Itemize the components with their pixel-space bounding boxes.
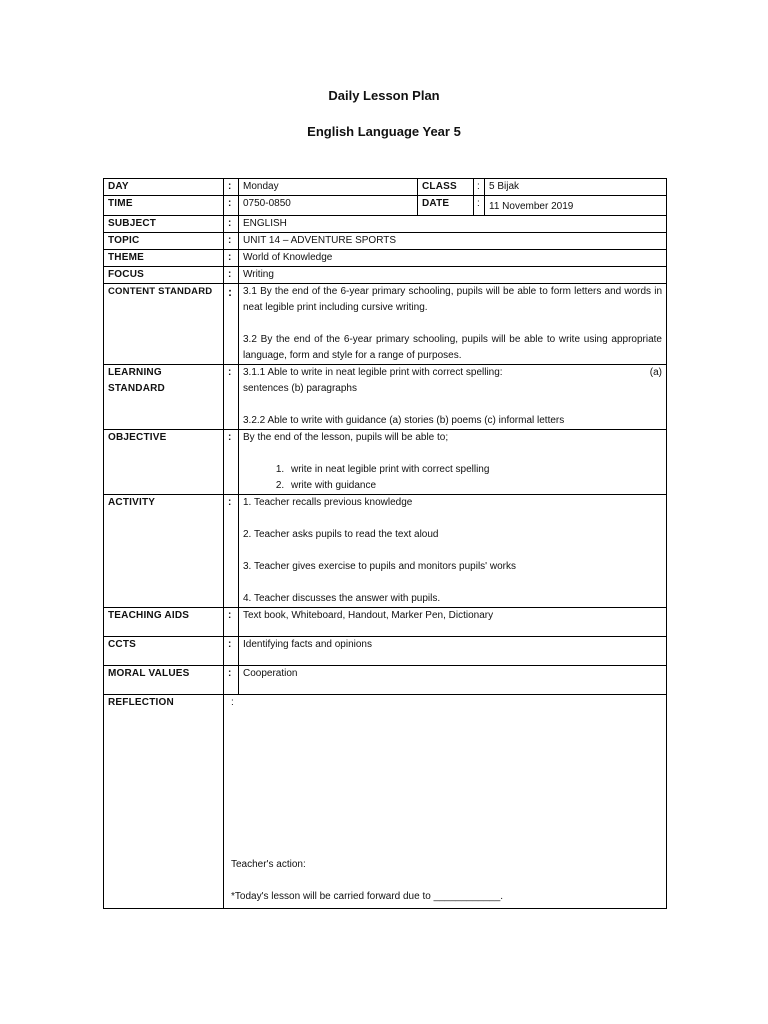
value-teaching-aids: Text book, Whiteboard, Handout, Marker Pen, Dictionary [239,608,667,637]
label-time: TIME [104,196,224,216]
colon: : [224,637,239,666]
colon: : [224,430,239,495]
document-subtitle: English Language Year 5 [307,124,461,139]
colon: : [224,666,239,695]
reflection-teacher-action: Teacher's action: [231,859,306,870]
row-ccts [104,637,667,666]
row-day [104,179,667,196]
row-objective [104,430,667,495]
colon: : [224,233,239,250]
colon: : [474,196,485,216]
value-objective [239,430,667,495]
label-objective: OBJECTIVE [104,430,224,495]
objective-item: 1. write in neat legible print with correct spelling [287,462,662,478]
row-moral-values [104,666,667,695]
value-content-standard [239,284,667,365]
learning-standard-3-1-1-cont: sentences (b) paragraphs [243,383,357,394]
label-date: DATE [418,196,474,216]
value-topic: UNIT 14 – ADVENTURE SPORTS [239,233,667,250]
colon: : [224,179,239,196]
learning-standard-3-1-1: 3.1.1 Able to write in neat legible print with correct spelling: [243,367,503,378]
colon: : [224,608,239,637]
row-content-standard [104,284,667,365]
colon: : [224,495,239,608]
label-standard: STANDARD [108,383,165,394]
colon: : [474,179,485,196]
label-class: CLASS [418,179,474,196]
label-moral-values: MORAL VALUES [104,666,224,695]
activity-item: 4. Teacher discusses the answer with pupils. [243,593,441,604]
value-focus: Writing [239,267,667,284]
colon: : [224,250,239,267]
value-subject: ENGLISH [239,216,667,233]
colon: : [224,196,239,216]
label-subject: SUBJECT [104,216,224,233]
label-focus: FOCUS [104,267,224,284]
colon: : [224,267,239,284]
value-ccts: Identifying facts and opinions [239,637,667,666]
reflection-carried-forward: *Today's lesson will be carried forward due to ____________. [231,891,504,902]
value-learning-standard [239,365,667,430]
label-content-standard: CONTENT STANDARD [104,284,224,365]
row-learning-standard [104,365,667,430]
row-theme [104,250,667,267]
objective-list [243,462,662,494]
value-moral-values: Cooperation [239,666,667,695]
objective-item: 2. write with guidance [287,478,662,494]
value-class: 5 Bijak [485,179,667,196]
value-activity [239,495,667,608]
value-time: 0750-0850 [239,196,418,216]
learning-standard-3-2-2: 3.2.2 Able to write with guidance (a) stories (b) poems (c) informal letters [243,415,565,426]
label-day: DAY [104,179,224,196]
row-time [104,196,667,216]
content-standard-3-1: 3.1 By the end of the 6-year primary schooling, pupils will be able to form letters and words in neat legible print including cursive writing. [243,286,662,313]
lesson-plan-table [103,178,667,909]
row-topic [104,233,667,250]
document-title: Daily Lesson Plan [328,88,440,103]
content-standard-3-2: 3.2 By the end of the 6-year primary schooling, pupils will be able to write using appropriate language, form and style for a range of purposes. [243,334,662,361]
value-day: Monday [239,179,418,196]
activity-item: 1. Teacher recalls previous knowledge [243,497,413,508]
activity-item: 2. Teacher asks pupils to read the text aloud [243,529,439,540]
colon: : [224,284,239,365]
learning-standard-3-1-1-a: (a) [649,367,662,378]
label-ccts: CCTS [104,637,224,666]
value-reflection [224,695,667,909]
row-subject [104,216,667,233]
colon: : [224,365,239,430]
label-topic: TOPIC [104,233,224,250]
label-theme: THEME [104,250,224,267]
value-theme: World of Knowledge [239,250,667,267]
label-learning: LEARNING [108,367,162,378]
row-reflection [104,695,667,909]
row-activity [104,495,667,608]
label-reflection: REFLECTION [104,695,224,909]
label-learning-standard [104,365,224,430]
objective-intro: By the end of the lesson, pupils will be able to; [243,432,449,443]
colon: : [231,697,234,708]
row-focus [104,267,667,284]
label-teaching-aids: TEACHING AIDS [104,608,224,637]
value-date: 11 November 2019 [485,196,667,216]
activity-item: 3. Teacher gives exercise to pupils and monitors pupils' works [243,561,516,572]
label-activity: ACTIVITY [104,495,224,608]
colon: : [224,216,239,233]
row-teaching-aids [104,608,667,637]
